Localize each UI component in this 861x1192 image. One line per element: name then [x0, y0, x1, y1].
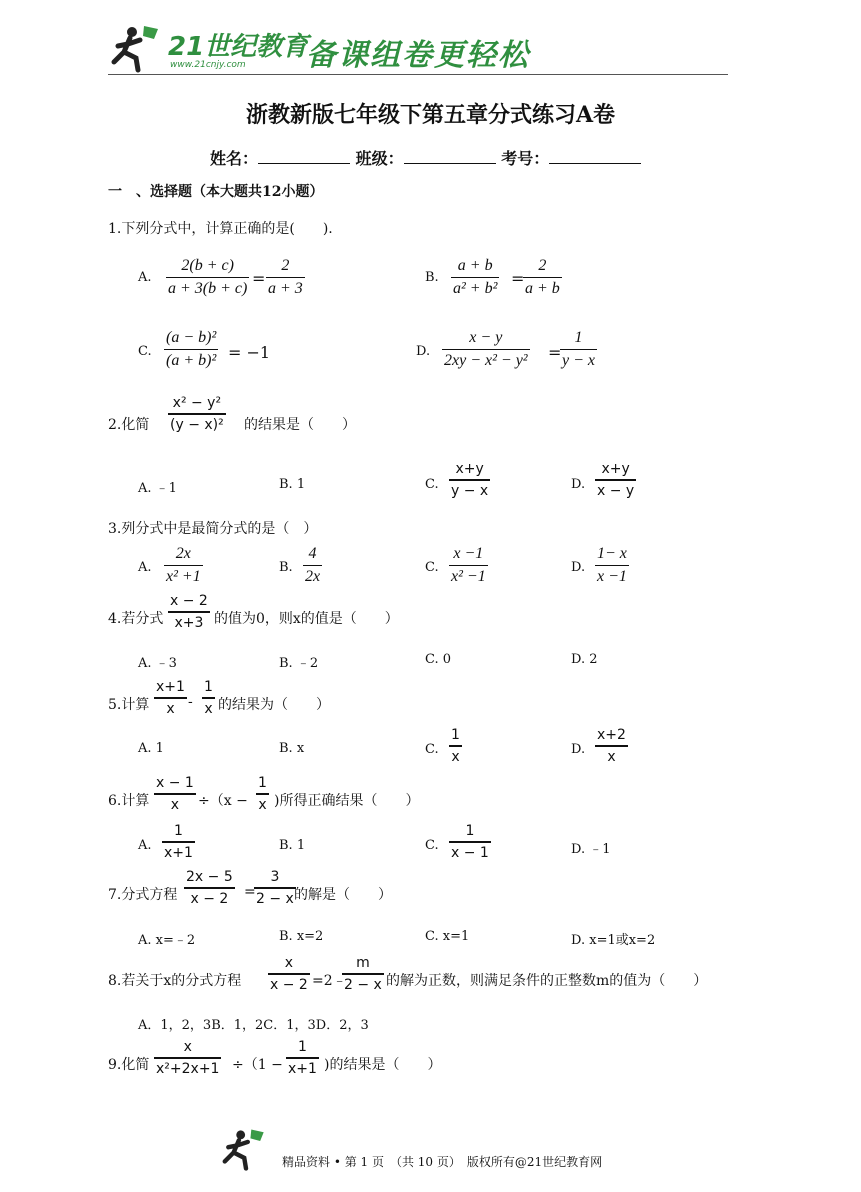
q6-option-d: D. ﹣1	[571, 842, 611, 857]
footer	[218, 1126, 698, 1174]
exam-blank	[549, 149, 641, 164]
q8-options: A．1，2，3B．1，2C．1，3D．2，3	[138, 1018, 369, 1033]
q7-option-d: D. x=1或x=2	[571, 933, 656, 948]
runner-logo-icon	[108, 22, 168, 74]
q7-option-b: B. x=2	[279, 929, 324, 944]
q4-option-d: D. 2	[571, 652, 598, 667]
logo-text: 21世纪教育	[168, 32, 309, 62]
section-heading: 一 、选择题（本大题共12小题）	[108, 184, 324, 200]
runner-logo-icon	[218, 1126, 274, 1172]
q4-option-c: C. 0	[425, 652, 452, 667]
q5-option-a: A. 1	[138, 741, 164, 756]
question-1-stem: 1.下列分式中，计算正确的是( ).	[108, 221, 333, 237]
q6-option-b: B. 1	[279, 838, 306, 853]
header-logo	[108, 22, 668, 74]
footer-text: 精品资料 • 第 1 页 （共 10 页） 版权所有@21世纪教育网	[282, 1155, 603, 1169]
class-label: 班级：	[355, 149, 404, 168]
logo-url: www.21cnjy.com	[170, 60, 246, 70]
header-slogan: 备课组卷更轻松	[306, 38, 530, 73]
name-blank	[258, 149, 350, 164]
q2-option-b: B. 1	[279, 477, 306, 492]
question-3-stem: 3.列分式中是最简分式的是（ ）	[108, 521, 318, 537]
exam-label: 考号：	[501, 149, 550, 168]
q4-option-a: A. ﹣3	[138, 656, 177, 671]
q7-option-c: C. x=1	[425, 929, 470, 944]
header-rule	[108, 74, 728, 75]
q7-option-a: A. x=﹣2	[138, 933, 196, 948]
name-label: 姓名：	[210, 149, 259, 168]
q5-option-b: B. x	[279, 741, 305, 756]
class-blank	[404, 149, 496, 164]
q4-option-b: B. ﹣2	[279, 656, 319, 671]
student-info	[210, 146, 641, 169]
q2-option-a: A. ﹣1	[138, 481, 177, 496]
page-title: 浙教新版七年级下第五章分式练习A卷	[245, 102, 616, 128]
